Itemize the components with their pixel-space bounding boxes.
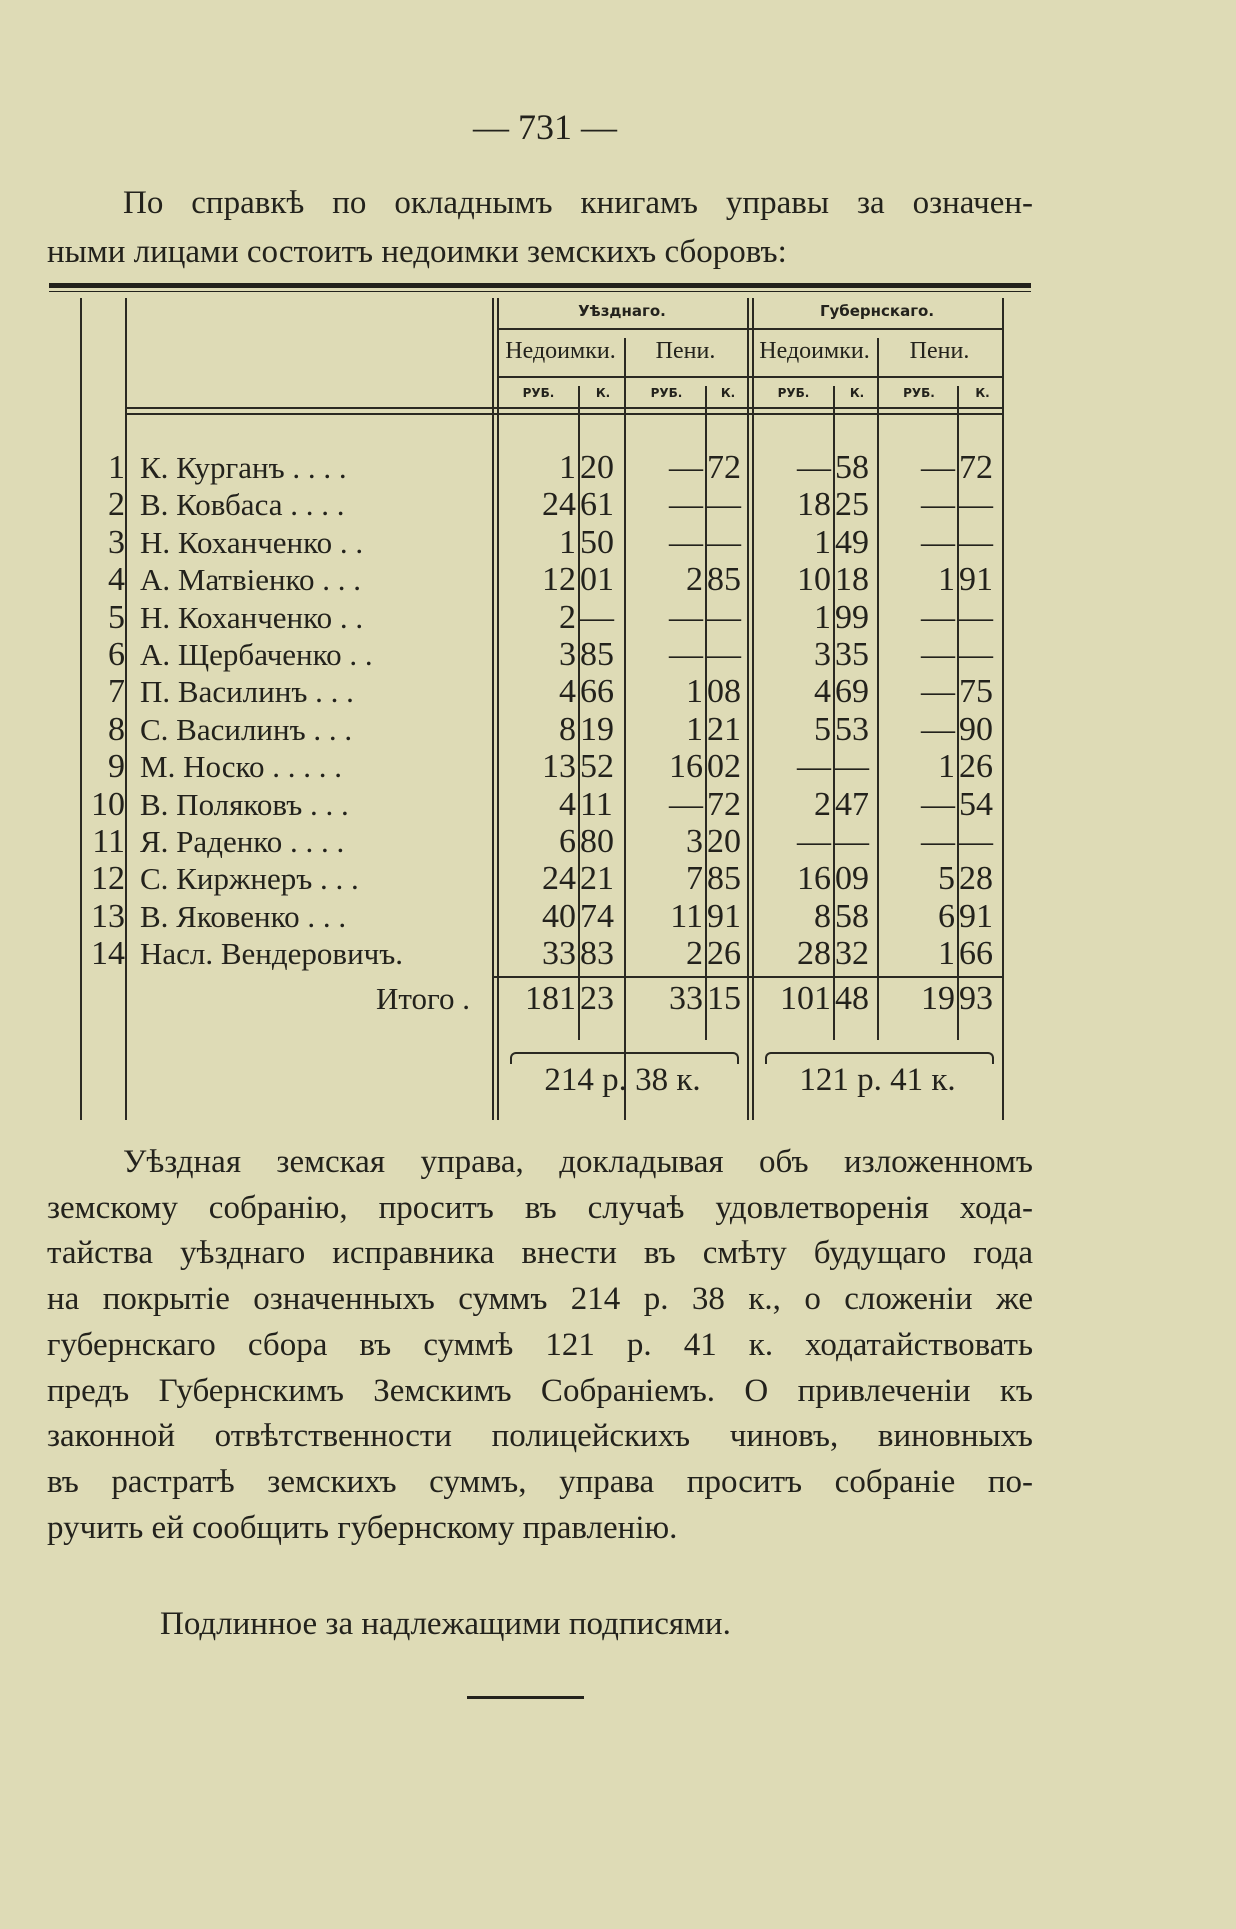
- uezd-arrears-rub: 2: [559, 598, 576, 636]
- uezd-arrears-kop: 66: [580, 673, 614, 711]
- uezd-penalty-kop: 72: [707, 449, 741, 486]
- gub-penalty-rub: —: [921, 673, 955, 711]
- gub-penalty-kop: 66: [959, 935, 993, 973]
- gub-penalty-rub: —: [921, 710, 955, 748]
- row-number: 9: [108, 748, 125, 786]
- gub-arrears-kop: 69: [835, 673, 869, 711]
- body-line: земскому собранiю, проситъ въ случаѣ удовлетворенiя хода-: [47, 1189, 1033, 1226]
- gub-penalty-kop: —: [959, 823, 993, 860]
- gub-arrears-kop: 09: [835, 860, 869, 898]
- unit-header: РУБ.: [777, 386, 810, 400]
- gub-penalty-rub: —: [921, 523, 955, 561]
- uezd-arrears-rub: 4: [559, 673, 576, 711]
- uezd-penalty-kop: 08: [707, 673, 741, 711]
- uezd-penalty-rub: 2: [686, 935, 703, 973]
- unit-header: РУБ.: [522, 386, 555, 400]
- subheader-uezd-penalty: Пени.: [655, 338, 716, 364]
- uezd-arrears-rub: 3: [559, 636, 576, 673]
- body-line: законной отвѣтственности полицейскихъ чиновъ, виновныхъ: [47, 1418, 1033, 1455]
- gub-arrears-rub: 18: [797, 486, 831, 524]
- gub-penalty-rub: —: [921, 598, 955, 636]
- gub-arrears-rub: 1: [814, 523, 831, 561]
- gub-penalty-rub: —: [921, 785, 955, 823]
- gub-penalty-kop: 91: [959, 897, 993, 935]
- uezd-penalty-rub: 3: [686, 823, 703, 860]
- gub-arrears-rub: 10: [797, 561, 831, 599]
- uezd-arrears-rub: 1: [559, 523, 576, 561]
- uezd-arrears-kop: 50: [580, 523, 614, 561]
- uezd-penalty-kop: 20: [707, 823, 741, 860]
- gub-penalty-kop: —: [959, 523, 993, 561]
- name: В. Поляковъ . . .: [140, 786, 349, 822]
- gub-arrears-kop: 18: [835, 561, 869, 599]
- gub-penalty-kop: —: [959, 636, 993, 673]
- group-header-uezd: Уѣзднаго.: [578, 302, 666, 320]
- column-divider: [747, 298, 749, 1120]
- uezd-arrears-kop: 20: [580, 449, 614, 486]
- row-number: 14: [91, 935, 125, 973]
- uezd-penalty-rub: 7: [686, 860, 703, 898]
- uezd-arrears-kop: 21: [580, 860, 614, 898]
- column-divider: [492, 298, 494, 1120]
- uezd-arrears-rub: 1: [559, 449, 576, 486]
- gub-penalty-kop: 28: [959, 860, 993, 898]
- unit-header: РУБ.: [903, 386, 935, 400]
- header-bottom-rule: [125, 413, 1002, 415]
- gub-arrears-rub: 28: [797, 935, 831, 973]
- uezd-arrears-rub: 24: [542, 860, 576, 898]
- name: К. Курганъ . . . .: [140, 450, 347, 485]
- body-line: ручить ей сообщить губернскому правленiю.: [47, 1509, 678, 1546]
- subheader-uezd-arrears: Недоимки.: [505, 338, 616, 364]
- header-bottom-rule: [125, 407, 1002, 409]
- uezd-penalty-rub: —: [669, 636, 703, 673]
- uezd-arrears-kop: 52: [580, 748, 614, 786]
- gub-penalty-rub: —: [921, 449, 955, 486]
- gub-arrears-rub: 8: [814, 897, 831, 935]
- name: Н. Коханченко . .: [140, 599, 364, 635]
- body-line: губернскаго сбора въ суммѣ 121 р. 41 к. ходатайствовать: [47, 1326, 1033, 1363]
- row-number: 11: [92, 823, 125, 860]
- gub-arrears-kop: 99: [835, 598, 869, 636]
- body-line: на покрытiе означенныхъ суммъ 214 р. 38 к., о сложенiи же: [47, 1281, 1033, 1318]
- header-divider: [497, 328, 1002, 330]
- grand-total-uezd: 214 р. 38 к.: [544, 1062, 701, 1098]
- uezd-penalty-rub: 11: [670, 897, 703, 935]
- total-gub-arrears-rub: 101: [780, 980, 831, 1017]
- name: П. Василинъ . . .: [140, 674, 354, 710]
- gub-arrears-rub: —: [797, 748, 831, 786]
- gub-arrears-kop: —: [835, 748, 869, 786]
- uezd-arrears-kop: 19: [580, 710, 614, 748]
- grand-total-gub: 121 р. 41 к.: [799, 1062, 956, 1098]
- row-number: 2: [108, 486, 125, 524]
- uezd-arrears-rub: 13: [542, 748, 576, 786]
- total-rule: [492, 976, 1002, 978]
- uezd-penalty-kop: —: [707, 523, 741, 561]
- uezd-penalty-kop: 21: [707, 710, 741, 748]
- column-divider: [1002, 298, 1004, 1120]
- gub-arrears-rub: 3: [814, 636, 831, 673]
- gub-arrears-rub: 5: [814, 710, 831, 748]
- total-uezd-arrears-rub: 181: [525, 980, 576, 1017]
- row-number: 12: [91, 860, 125, 898]
- uezd-penalty-rub: 2: [686, 561, 703, 599]
- table-top-rule: [49, 283, 1031, 288]
- total-uezd-penalty-rub: 33: [669, 980, 703, 1017]
- total-gub-penalty-rub: 19: [921, 980, 955, 1017]
- page-number: — 731 —: [473, 107, 617, 147]
- uezd-penalty-kop: 85: [707, 561, 741, 599]
- gub-arrears-kop: 47: [835, 785, 869, 823]
- gub-arrears-kop: 58: [835, 897, 869, 935]
- uezd-arrears-rub: 40: [542, 897, 576, 935]
- unit-header: К.: [849, 386, 865, 400]
- uezd-arrears-kop: 61: [580, 486, 614, 524]
- gub-arrears-kop: 58: [835, 449, 869, 486]
- total-gub-arrears-kop: 48: [835, 980, 869, 1017]
- body-line: тайства уѣзднаго исправника внести въ смѣту будущаго года: [47, 1235, 1033, 1272]
- gub-penalty-kop: 91: [959, 561, 993, 599]
- name: Насл. Вендеровичъ.: [140, 936, 404, 972]
- gub-arrears-rub: 1: [814, 598, 831, 636]
- gub-arrears-rub: 4: [814, 673, 831, 711]
- gub-arrears-rub: 16: [797, 860, 831, 898]
- gub-penalty-rub: 6: [938, 897, 955, 935]
- name: В. Ковбаса . . . .: [140, 487, 345, 523]
- name: С. Киржнеръ . . .: [140, 861, 359, 897]
- column-divider: [125, 298, 127, 1120]
- uezd-penalty-rub: —: [669, 486, 703, 524]
- body-line: Уѣздная земская управа, докладывая объ изложенномъ: [123, 1144, 1033, 1180]
- name: М. Носко . . . . .: [140, 749, 342, 785]
- uezd-arrears-rub: 4: [559, 785, 576, 823]
- gub-arrears-kop: 25: [835, 486, 869, 524]
- intro-line-1: По справкѣ по окладнымъ книгамъ управы за означен-: [123, 185, 1033, 221]
- gub-arrears-kop: 53: [835, 710, 869, 748]
- gub-penalty-rub: —: [921, 823, 955, 860]
- closing-note: Подлинное за надлежащими подписями.: [160, 1606, 731, 1642]
- body-line: предъ Губернскимъ Земскимъ Собранiемъ. О привлеченiи къ: [47, 1372, 1033, 1409]
- gub-penalty-kop: —: [959, 486, 993, 524]
- uezd-penalty-rub: 1: [686, 710, 703, 748]
- total-gub-penalty-kop: 93: [959, 980, 993, 1017]
- row-number: 6: [108, 636, 125, 673]
- uezd-arrears-kop: 74: [580, 897, 614, 935]
- gub-penalty-kop: 72: [959, 449, 993, 486]
- gub-arrears-kop: 32: [835, 935, 869, 973]
- total-uezd-penalty-kop: 15: [707, 980, 741, 1017]
- gub-penalty-rub: —: [921, 636, 955, 673]
- uezd-penalty-kop: —: [707, 636, 741, 673]
- name: В. Яковенко . . .: [140, 898, 347, 934]
- gub-arrears-kop: 35: [835, 636, 869, 673]
- uezd-arrears-rub: 6: [559, 823, 576, 860]
- row-number: 5: [108, 598, 125, 636]
- unit-header: РУБ.: [650, 386, 683, 400]
- uezd-penalty-kop: 91: [707, 897, 741, 935]
- uezd-arrears-kop: 80: [580, 823, 614, 860]
- gub-penalty-kop: —: [959, 598, 993, 636]
- name: А. Матвiенко . . .: [140, 562, 362, 598]
- uezd-penalty-rub: —: [669, 785, 703, 823]
- gub-penalty-rub: 5: [938, 860, 955, 898]
- name: Я. Раденко . . . .: [140, 824, 345, 859]
- gub-arrears-rub: —: [797, 449, 831, 486]
- uezd-arrears-rub: 12: [542, 561, 576, 599]
- gub-penalty-kop: 90: [959, 710, 993, 748]
- gub-penalty-rub: 1: [938, 561, 955, 599]
- gub-arrears-rub: —: [797, 823, 831, 860]
- uezd-penalty-rub: —: [669, 598, 703, 636]
- uezd-arrears-kop: 85: [580, 636, 614, 673]
- uezd-penalty-kop: 26: [707, 935, 741, 973]
- name: Н. Коханченко . .: [140, 524, 364, 560]
- uezd-penalty-kop: 72: [707, 785, 741, 823]
- row-number: 13: [91, 897, 125, 935]
- uezd-arrears-kop: —: [580, 598, 614, 636]
- row-number: 4: [108, 561, 125, 599]
- body-line: въ растратѣ земскихъ суммъ, управа проситъ собранiе по-: [47, 1463, 1033, 1500]
- uezd-arrears-kop: 01: [580, 561, 614, 599]
- group-header-gub: Губернскаго.: [819, 302, 935, 320]
- uezd-penalty-kop: 85: [707, 860, 741, 898]
- uezd-arrears-rub: 33: [542, 935, 576, 973]
- name: С. Василинъ . . .: [140, 711, 353, 747]
- gub-arrears-kop: 49: [835, 523, 869, 561]
- intro-line-2: ными лицами состоитъ недоимки земскихъ сборовъ:: [47, 234, 787, 270]
- row-number: 1: [108, 449, 125, 486]
- unit-header: К.: [975, 386, 990, 400]
- uezd-arrears-kop: 11: [580, 785, 613, 823]
- row-number: 10: [91, 785, 125, 823]
- total-uezd-arrears-kop: 23: [580, 980, 614, 1017]
- uezd-arrears-rub: 8: [559, 710, 576, 748]
- end-rule: [467, 1696, 584, 1699]
- uezd-penalty-rub: 1: [686, 673, 703, 711]
- gub-penalty-rub: —: [921, 486, 955, 524]
- gub-penalty-rub: 1: [938, 935, 955, 973]
- subheader-gub-penalty: Пени.: [909, 338, 970, 364]
- gub-penalty-rub: 1: [938, 748, 955, 786]
- header-divider: [497, 376, 1002, 378]
- gub-penalty-kop: 54: [959, 785, 993, 823]
- uezd-penalty-kop: 02: [707, 748, 741, 786]
- row-number: 8: [108, 710, 125, 748]
- row-number: 3: [108, 523, 125, 561]
- uezd-penalty-rub: —: [669, 523, 703, 561]
- total-label: Итого .: [376, 981, 470, 1016]
- uezd-penalty-kop: —: [707, 598, 741, 636]
- gub-arrears-rub: 2: [814, 785, 831, 823]
- gub-penalty-kop: 26: [959, 748, 993, 786]
- unit-header: К.: [720, 386, 736, 400]
- gub-arrears-kop: —: [835, 823, 869, 860]
- gub-penalty-kop: 75: [959, 673, 993, 711]
- uezd-arrears-kop: 83: [580, 935, 614, 973]
- uezd-penalty-kop: —: [707, 486, 741, 524]
- row-number: 7: [108, 673, 125, 711]
- subheader-gub-arrears: Недоимки.: [759, 338, 870, 364]
- unit-header: К.: [595, 386, 611, 400]
- uezd-arrears-rub: 24: [542, 486, 576, 524]
- table-top-rule-thin: [49, 291, 1031, 292]
- name: А. Щербаченко . .: [140, 637, 373, 672]
- uezd-penalty-rub: —: [669, 449, 703, 486]
- uezd-penalty-rub: 16: [669, 748, 703, 786]
